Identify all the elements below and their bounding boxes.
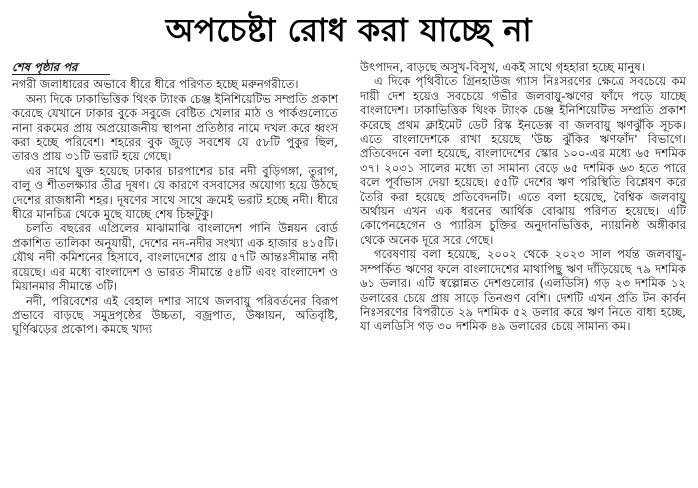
article-headline: অপচেষ্টা রোধ করা যাচ্ছে না — [165, 11, 533, 49]
paragraph: উৎপাদন, বাড়ছে অসুখ-বিসুখ, একই সাথে গৃহহারা হচ্ছে মানুষ। — [360, 60, 645, 74]
paragraph: চলতি বছরের এপ্রিলের মাঝামাঝি বাংলাদেশ পানি উন্নয়ন বোর্ড প্রকাশিত তালিকা অনুযায়ী, দেশের নদ-নদীর সংখ্যা এক হাজার ৪১৫টি। যৌথ নদী কমিশনের হিসাবে, বাংলাদেশের প্রায় ৫৭টি আন্তঃসীমান্ত নদী রয়েছে। এর মধ্যে বাংলাদেশ ও ভারত সীমান্তে ৫৪টি এবং বাংলাদেশ ও মিয়ানমার সীমান্তে ৩টি। — [12, 221, 338, 294]
paragraph: গবেষণায় বলা হয়েছে, ২০০২ থেকে ২০২৩ সাল পর্যন্ত জলবায়ু-সম্পর্কিত ঋণের ফলে বাংলাদেশের মাথাপিছু ঋণ দাঁড়িয়েছে ৭৯ দশমিক ৬১ ডলার। এটি স্বল্পোন্নত দেশগুলোর (এলডিসি) গড় ২৩ দশমিক ১২ ডলারের চেয়ে প্রায় সাড়ে তিনগুণ বেশি। দেশটি এখন প্রতি টন কার্বন নিঃসরণের বিপরীতে ২৯ দশমিক ৫২ ডলার করে ঋণ নিতে বাধ্য হচ্ছে, যা এলডিসি গড় ৩০ দশমিক ৪৯ ডলারের চেয়ে সামান্য কম। — [360, 247, 686, 334]
left-column — [12, 60, 338, 337]
paragraph: এর সাথে যুক্ত হয়েছে ঢাকার চারপাশের চার নদী বুড়িগঙ্গা, তুরাগ, বালু ও শীতলক্ষ্যার তীব্র দূষণ। যে কারণে বসবাসের অযোগ্য হয়ে উঠছে দেশের রাজধানী শহর। দূষণের সাথে সাথে ক্রমেই ভরাট হচ্ছে নদী। ধীরে ধীরে মানচিত্র থেকে মুছে যাচ্ছে শেষ চিহ্নটুকু। — [12, 163, 338, 222]
paragraph: নগরী জলাধারের অভাবে ধীরে ধীরে পরিণত হচ্ছে মরুনগরীতে। — [12, 77, 299, 92]
paragraph: নদী, পরিবেশের এই বেহাল দশার সাথে জলবায়ু পরিবর্তনের বিরূপ প্রভাবে বাড়ছে সমুদ্রপৃষ্ঠের উচ্চতা, বজ্রপাত, উষ্ণায়ন, অতিবৃষ্টি, ঘূর্ণিঝড়ের প্রকোপ। কমছে খাদ্য — [12, 293, 338, 337]
paragraph: অন্য দিকে ঢাকাভিত্তিক থিংক ট্যাংক চেঞ্জ ইনিশিয়েটিভ সম্প্রতি প্রকাশ করেছে যেখানে ঢাকার বুকে সবুজে বেষ্টিত খেলার মাঠ ও পার্কগুলোতে নানা রকমের প্রায় অপ্রয়োজনীয় স্থাপনা প্রতিষ্ঠার নামে দখল করে ধ্বংস করা হচ্ছে পরিবেশ। শহরের বুক জুড়ে সবশেষ যে ৫৮টি পুকুর ছিল, তারও প্রায় ৩১টি ভরাট হয়ে গেছে। — [12, 91, 338, 164]
continued-label: শেষ পৃষ্ঠার পর — [12, 60, 110, 75]
right-column — [360, 60, 686, 334]
paragraph: এ দিকে পৃথিবীতে গ্রিনহাউজ গ্যাস নিঃসরণের ক্ষেত্রে সবচেয়ে কম দায়ী দেশ হয়েও সবচেয়ে গভীর জলবায়ু-ঋণের ফাঁদে পড়ে যাচ্ছে বাংলাদেশ। ঢাকাভিত্তিক থিংক ট্যাংক চেঞ্জ ইনিশিয়েটিভ সম্প্রতি প্রকাশ করেছে প্রথম ক্লাইমেট ডেট রিস্ক ইনডেক্স বা জলবায়ু ঋণঝুঁকি সূচক। এতে বাংলাদেশকে রাখা হয়েছে 'উচ্চ ঝুঁকির ঋণফাঁদ' বিভাগে। প্রতিবেদনে বলা হয়েছে, বাংলাদেশের স্কোর ১০০-এর মধ্যে ৬৫ দশমিক ৩৭। ২০৩১ সালের মধ্যে তা সামান্য বেড়ে ৬৫ দশমিক ৬৩ হতে পারে বলে পূর্বাভাস দেয়া হয়েছে। ৫৫টি দেশের ঋণ পরিস্থিতি বিশ্লেষণ করে তৈরি করা হয়েছে প্রতিবেদনটি। এতে বলা হয়েছে, বৈশ্বিক জলবায়ু অর্থায়ন এখন এক ধরনের আর্থিক বোঝায় পরিণত হয়েছে। এটি কোপেনহেগেন ও প্যারিস চুক্তির অনুদানভিত্তিক, ন্যায়নিষ্ঠ অঙ্গীকার থেকে অনেক দূরে সরে গেছে। — [360, 74, 686, 247]
